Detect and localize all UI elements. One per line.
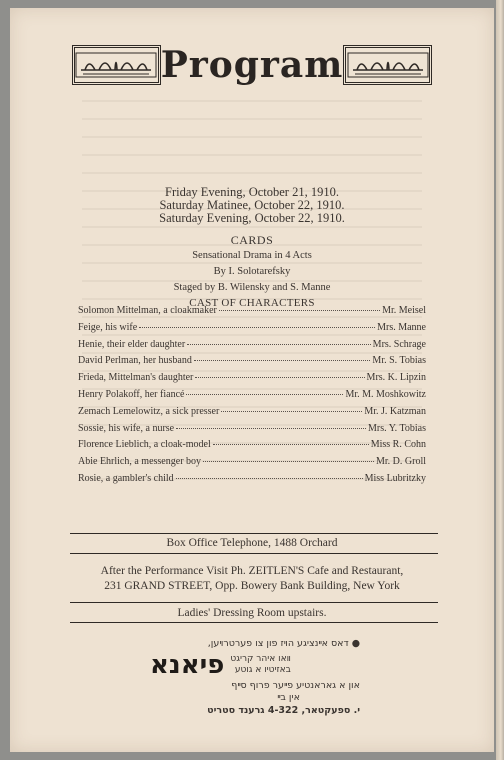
dot-leader xyxy=(203,450,374,462)
ladies-dressing-room: Ladies' Dressing Room upstairs. xyxy=(177,607,327,619)
divider xyxy=(70,533,438,534)
cast-actor: Mrs. Y. Tobias xyxy=(367,422,426,434)
after-performance-line: 231 GRAND STREET, Opp. Bowery Bank Building, New York xyxy=(104,580,400,592)
cast-actor: Mr. J. Katzman xyxy=(364,405,426,417)
page-title: Program xyxy=(160,44,344,86)
play-title: CARDS xyxy=(230,233,274,247)
dot-leader xyxy=(176,417,366,429)
program-header xyxy=(72,42,432,88)
cast-role: Sossie, his wife, a nurse xyxy=(78,422,175,434)
divider xyxy=(70,553,438,554)
cast-actor: Mr. D. Groll xyxy=(376,456,426,468)
divider xyxy=(70,602,438,603)
ad-side-text xyxy=(230,654,290,676)
after-performance-line: After the Performance Visit Ph. ZEITLEN'S Cafe and Restaurant, xyxy=(100,565,404,577)
cast-actor: Miss Lubritzky xyxy=(364,472,426,484)
cast-role: Florence Lieblich, a cloak-model xyxy=(78,439,211,451)
cast-role: Feige, his wife xyxy=(78,321,138,333)
left-ornament-icon xyxy=(72,45,161,85)
date-line: Saturday Evening, October 22, 1910. xyxy=(159,211,345,225)
cast-actor: Mrs. Schrage xyxy=(372,338,426,350)
ad-brand-row xyxy=(150,650,360,680)
cast-role: Frieda, Mittelman's daughter xyxy=(78,372,194,384)
dot-leader xyxy=(221,400,362,412)
date-line: Saturday Matinee, October 22, 1910. xyxy=(159,198,345,212)
ad-side-line: װאו איהר קריגט xyxy=(230,654,291,664)
cast-role: Henry Polakoff, her fiancé xyxy=(78,388,185,400)
cast-role: Henie, their elder daughter xyxy=(78,338,186,350)
date-line: Friday Evening, October 21, 1910. xyxy=(165,185,339,199)
cast-role: Zemach Lemelowitz, a sick presser xyxy=(78,405,220,417)
cast-list xyxy=(78,301,426,486)
dot-leader xyxy=(219,299,380,311)
cast-actor: Mr. Meisel xyxy=(382,305,426,316)
dot-leader xyxy=(194,349,371,361)
ad-line: און א גאראנטיע פײער פרוף סײף xyxy=(231,680,360,691)
dot-leader xyxy=(195,366,364,378)
cast-row xyxy=(78,469,426,486)
right-ornament-icon xyxy=(343,45,432,85)
page-edge xyxy=(496,0,504,760)
ad-brand: פיאנא xyxy=(150,650,225,680)
divider xyxy=(70,622,438,623)
cast-role: Solomon Mittelman, a cloakmaker xyxy=(78,305,217,316)
ad-line: ● דאס אײנציגע הױז פון צו פערטרױען, xyxy=(207,638,360,649)
cast-role: David Perlman, her husband xyxy=(78,355,192,367)
dot-leader xyxy=(187,333,370,345)
cast-actor: Mrs. K. Lipzin xyxy=(366,372,426,384)
ad-line: אין בײ xyxy=(277,692,300,703)
cast-role: Rosie, a gambler's child xyxy=(78,472,174,484)
ad-address: י. ספעקטאר, 4-322 גרענד סטריט xyxy=(207,705,360,716)
cast-heading: CAST OF CHARACTERS xyxy=(189,297,315,309)
dot-leader xyxy=(186,383,343,395)
cast-actor: Mrs. Manne xyxy=(377,321,426,333)
program-page xyxy=(10,8,494,752)
dot-leader xyxy=(213,433,369,445)
cast-actor: Mr. S. Tobias xyxy=(372,355,426,367)
box-office-line: Box Office Telephone, 1488 Orchard xyxy=(166,537,338,549)
cast-actor: Miss R. Cohn xyxy=(370,439,426,451)
play-genre: Sensational Drama in 4 Acts xyxy=(192,250,312,261)
play-author: By I. Solotarefsky xyxy=(213,266,291,277)
yiddish-advertisement xyxy=(150,638,360,728)
after-performance xyxy=(10,564,494,594)
dot-leader xyxy=(139,316,375,328)
cast-role: Abie Ehrlich, a messenger boy xyxy=(78,456,202,468)
cast-actor: Mr. M. Moshkowitz xyxy=(345,388,426,400)
performance-dates xyxy=(10,186,494,225)
play-staging: Staged by B. Wilensky and S. Manne xyxy=(173,282,331,293)
ad-side-line: באזיטיו א גוטע xyxy=(234,665,291,675)
dot-leader xyxy=(176,467,363,479)
